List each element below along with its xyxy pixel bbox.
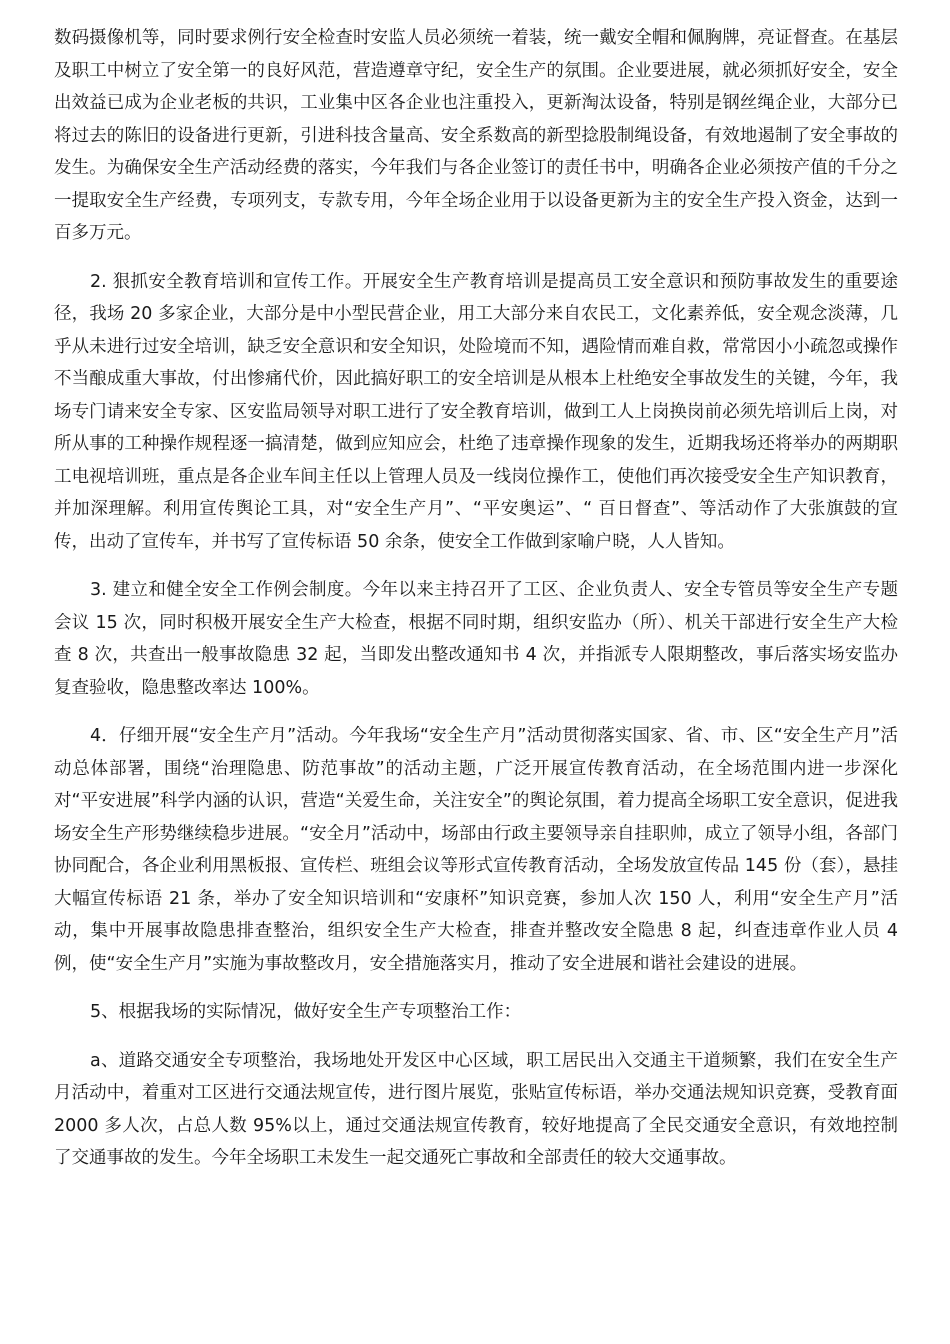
paragraph-safety-month: 4．仔细开展“安全生产月”活动。今年我场“安全生产月”活动贯彻落实国家、省、市、区“安全生产月”活动总体部署，围绕“治理隐患、防范事故”的活动主题，广泛开展宣传教育活动，在全场范围内进一步深化对“平安进展”科学内涵的认识，营造“关爱生命，关注安全”的舆论氛围，着力提高全场职工安全意识，促进我场安全生产形势继续稳步进展。“安全月”活动中，场部由行政主要领导亲自挂职帅，成立了领导小组，各部门协同配合，各企业利用黑板报、宣传栏、班组会议等形式宣传教育活动，全场发放宣传品 145 份（套），悬挂大幅宣传标语 21 条，举办了安全知识培训和“安康杯”知识竞赛，参加人次 150 人，利用“安全生产月”活动，集中开展事故隐患排查整治，组织安全生产大检查，排查并整改安全隐患 8 起，纠查违章作业人员 4 例，使“安全生产月”实施为事故整改月，安全措施落实月，推动了安全进展和谐社会建设的进展。 bbox=[54, 726, 898, 974]
paragraph-education-training: 2. 狠抓安全教育培训和宣传工作。开展安全生产教育培训是提高员工安全意识和预防事故发生的重要途径，我场 20 多家企业，大部分是中小型民营企业，用工大部分来自农民工，文化素养低，安全观念淡薄，几乎从未进行过安全培训，缺乏安全意识和安全知识，处险境而不知，遇险情而难自救，常常因小小疏忽或操作不当酿成重大事故，付出惨痛代价，因此搞好职工的安全培训是从根本上杜绝安全事故发生的关键，今年，我场专门请来安全专家、区安监局领导对职工进行了安全教育培训，做到工人上岗换岗前必须先培训后上岗，对所从事的工种操作规程逐一搞清楚，做到应知应会，杜绝了违章操作现象的发生，近期我场还将举办的两期职工电视培训班，重点是各企业车间主任以上管理人员及一线岗位操作工，使他们再次接受安全生产知识教育，并加深理解。利用宣传舆论工具，对“安全生产月”、“平安奥运”、“ 百日督查”、等活动作了大张旗鼓的宣传，出动了宣传车，并书写了宣传标语 50 余条，使安全工作做到家喻户晓，人人皆知。 bbox=[54, 271, 898, 552]
document-page bbox=[54, 22, 898, 1191]
paragraph-special-rectification: 5、根据我场的实际情况，做好安全生产专项整治工作： bbox=[90, 1002, 522, 1022]
paragraph-safety-investment: 数码摄像机等，同时要求例行安全检查时安监人员必须统一着装，统一戴安全帽和佩胸牌，亮证督查。在基层及职工中树立了安全第一的良好风范，营造遵章守纪，安全生产的氛围。企业要进展，就必须抓好安全，安全出效益已成为企业老板的共识，工业集中区各企业也注重投入，更新淘汰设备，特别是钢丝绳企业，大部分已将过去的陈旧的设备进行更新，引进科技含量高、安全系数高的新型捻股制绳设备，有效地遏制了安全事故的发生。为确保安全生产活动经费的落实，今年我们与各企业签订的责任书中，明确各企业必须按产值的千分之一提取安全生产经费，专项列支，专款专用，今年全场企业用于以设备更新为主的安全生产投入资金，达到一百多万元。 bbox=[54, 28, 898, 243]
paragraph-regular-meetings: 3. 建立和健全安全工作例会制度。今年以来主持召开了工区、企业负责人、安全专管员等安全生产专题会议 15 次，同时积极开展安全生产大检查，根据不同时期，组织安监办（所）、机关干部进行安全生产大检查 8 次，共查出一般事故隐患 32 起，当即发出整改通知书 4 次，并指派专人限期整改，事后落实场安监办复查验收，隐患整改率达 100%。 bbox=[54, 580, 898, 698]
paragraph-road-traffic: a、道路交通安全专项整治，我场地处开发区中心区域，职工居民出入交通主干道频繁，我们在安全生产月活动中，着重对工区进行交通法规宣传，进行图片展览，张贴宣传标语，举办交通法规知识竞赛，受教育面 2000 多人次，占总人数 95%以上，通过交通法规宣传教育，较好地提高了全民交通安全意识，有效地控制了交通事故的发生。今年全场职工未发生一起交通死亡事故和全部责任的较大交通事故。 bbox=[54, 1050, 898, 1168]
